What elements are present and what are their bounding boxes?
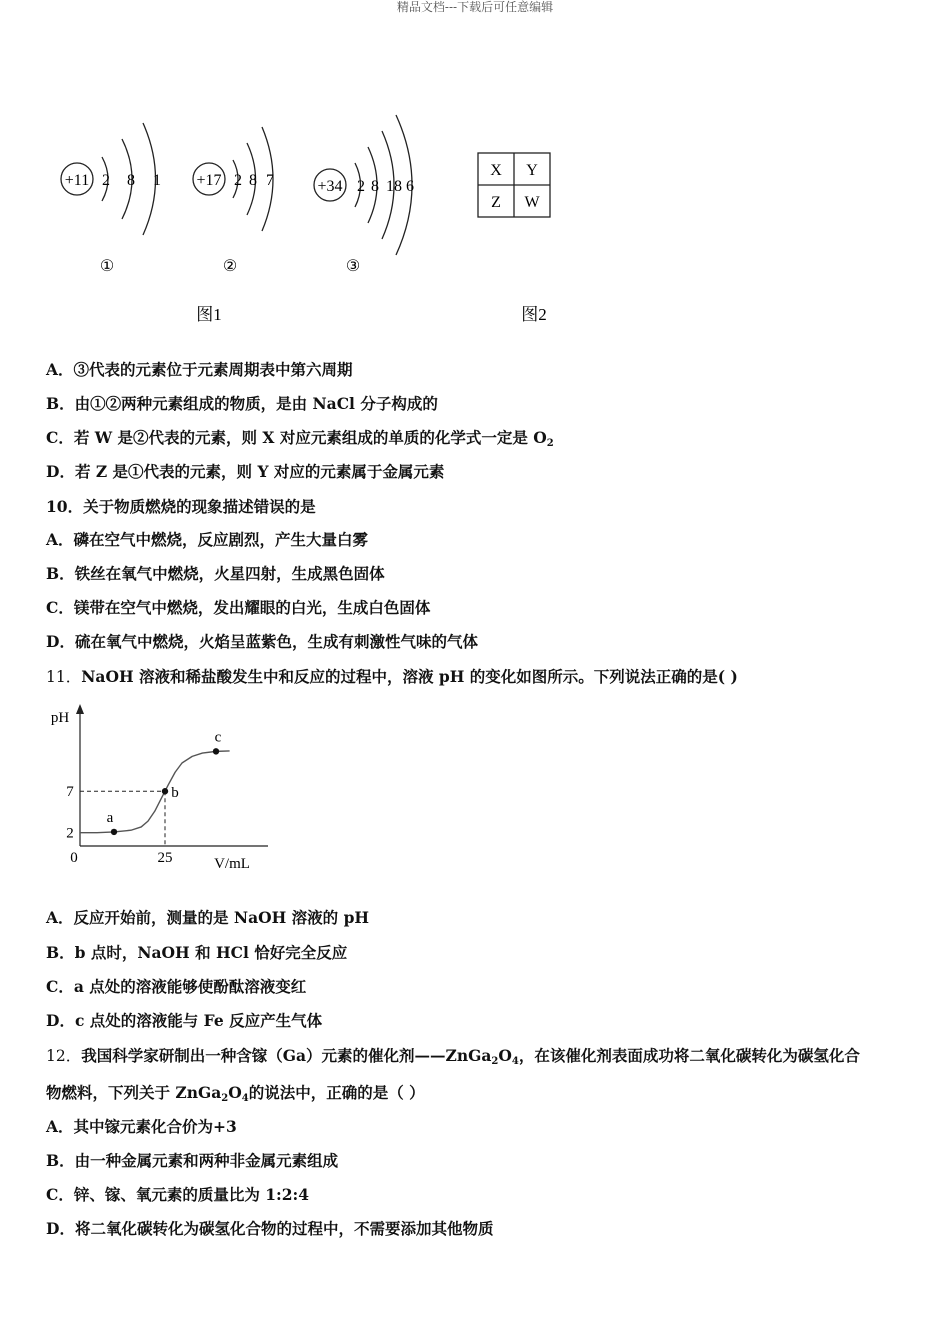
grid-cell-w: W [524, 194, 540, 211]
q12-line1-part-b: O [498, 1046, 512, 1065]
y-axis-arrow [76, 704, 84, 714]
q9-option-b: B．由①②两种元素组成的物质，是由 NaCl 分子构成的 [46, 394, 438, 413]
q10-option-b: B．铁丝在氧气中燃烧，火星四射，生成黑色固体 [46, 564, 385, 583]
ph-curve [80, 751, 230, 833]
q10-stem: 10．关于物质燃烧的现象描述错误的是 [46, 497, 316, 516]
q12-line2-part-b: O [228, 1083, 242, 1102]
atom-3-shell-4: 6 [406, 178, 414, 195]
point-label-a: a [106, 809, 114, 826]
atom-2-nucleus: +17 [196, 172, 222, 189]
q11-option-a: A．反应开始前，测量的是 NaOH 溶液的 pH [46, 908, 370, 927]
atom-1-shell-2: 8 [127, 172, 135, 189]
y-tick-2: 2 [66, 825, 74, 842]
q12-line2-sub-2: 4 [241, 1093, 249, 1104]
q9-option-c-subscript: 2 [546, 438, 554, 449]
point-label-c: c [214, 729, 222, 746]
q11-number: 11． [46, 668, 82, 686]
atom-3-shell-1: 2 [357, 178, 365, 195]
header-note: 精品文档---下载后可任意编辑 [396, 0, 554, 14]
q12-line2-part-c: 的说法中，正确的是（ ） [248, 1083, 425, 1102]
figure2-periodic-grid [470, 145, 600, 335]
y-tick-7: 7 [66, 784, 74, 801]
q9-option-c-text: C．若 W 是②代表的元素，则 X 对应元素组成的单质的化学式一定是 O [46, 428, 547, 447]
x-tick-0: 0 [70, 850, 78, 866]
atom-1-diagram [61, 123, 161, 275]
atom-1-shell-3: 1 [153, 172, 161, 189]
figure1-caption: 图1 [196, 305, 222, 324]
atom-1-shell-1: 2 [102, 172, 110, 189]
q11-stem [46, 667, 738, 687]
q9-option-d: D．若 Z 是①代表的元素，则 Y 对应的元素属于金属元素 [46, 462, 445, 481]
q12-line2-part-a: 物燃料，下列关于 ZnGa [46, 1083, 222, 1102]
q12-stem-line1 [46, 1046, 860, 1066]
q9-option-c [46, 428, 554, 448]
grid-cell-y: Y [526, 162, 538, 179]
q11-option-c: C．a 点处的溶液能够使酚酞溶液变红 [46, 977, 307, 996]
atom-2-diagram [193, 127, 274, 275]
q12-option-b: B．由一种金属元素和两种非金属元素组成 [46, 1151, 339, 1170]
grid-cell-z: Z [491, 194, 501, 211]
atom-2-shell-2: 8 [249, 172, 257, 189]
q10-option-d: D．硫在氧气中燃烧，火焰呈蓝紫色，生成有刺激性气味的气体 [46, 632, 478, 651]
figure1-atom-diagrams [40, 105, 440, 335]
atom-1-nucleus: +11 [64, 172, 90, 189]
q9-option-a: A．③代表的元素位于元素周期表中第六周期 [46, 360, 353, 379]
q12-option-d: D．将二氧化碳转化为碳氢化合物的过程中，不需要添加其他物质 [46, 1219, 494, 1238]
figure2-caption: 图2 [521, 305, 547, 324]
x-tick-25: 25 [157, 850, 173, 866]
grid-cell-x: X [490, 162, 502, 179]
point-b [162, 788, 168, 794]
q12-option-a: A．其中镓元素化合价为+3 [46, 1117, 237, 1136]
q11-option-d: D．c 点处的溶液能与 Fe 反应产生气体 [46, 1011, 323, 1030]
atom-3-label: ③ [345, 258, 361, 275]
x-axis-label: V/mL [214, 856, 250, 872]
q12-line1-part-a: 我国科学家研制出一种含镓（Ga）元素的催化剂——ZnGa [81, 1046, 492, 1065]
q10-option-a: A．磷在空气中燃烧，反应剧烈，产生大量白雾 [46, 530, 369, 549]
q12-line2-sub-1: 2 [221, 1093, 229, 1104]
atom-3-nucleus: +34 [317, 178, 343, 195]
point-label-b: b [171, 785, 179, 802]
q11-stem-text: NaOH 溶液和稀盐酸发生中和反应的过程中，溶液 pH 的变化如图所示。下列说法正确的是( ) [81, 667, 738, 686]
atom-1-label: ① [99, 258, 115, 275]
ph-chart [40, 700, 280, 880]
atom-3-diagram [314, 115, 414, 275]
atom-2-shell-3: 7 [266, 172, 274, 189]
y-axis-label: pH [50, 710, 70, 726]
atom-2-label: ② [222, 258, 238, 275]
q12-number: 12． [46, 1047, 82, 1065]
point-a [111, 829, 117, 835]
chart-axes [51, 704, 268, 872]
atom-2-shell-1: 2 [234, 172, 242, 189]
q10-option-c: C．镁带在空气中燃烧，发出耀眼的白光，生成白色固体 [46, 598, 431, 617]
q12-stem-line2 [46, 1083, 425, 1103]
point-c [213, 748, 219, 754]
atom-3-shell-2: 8 [371, 178, 379, 195]
q12-option-c: C．锌、镓、氧元素的质量比为 1:2:4 [46, 1185, 310, 1204]
q12-line1-sub-2: 4 [511, 1056, 519, 1067]
q12-line1-sub-1: 2 [491, 1056, 499, 1067]
q11-option-b: B．b 点时，NaOH 和 HCl 恰好完全反应 [46, 943, 348, 962]
q12-line1-part-c: ，在该催化剂表面成功将二氧化碳转化为碳氢化合 [518, 1046, 860, 1065]
chart-marks [80, 729, 230, 835]
atom-3-shell-3: 18 [386, 178, 402, 195]
